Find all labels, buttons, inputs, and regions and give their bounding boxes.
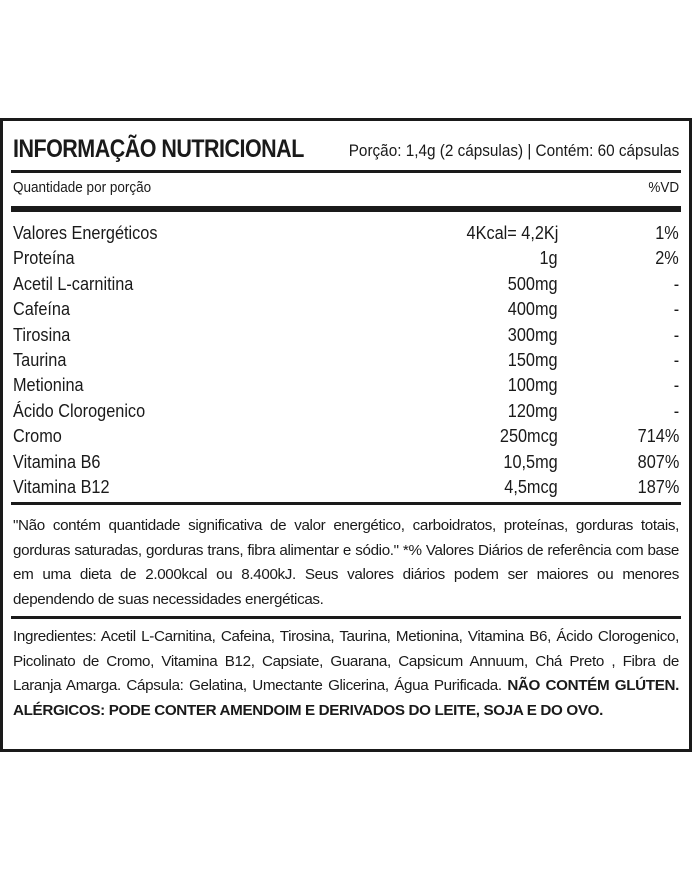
- nutrient-row: [13, 297, 679, 322]
- nutrient-name: Vitamina B6: [13, 450, 101, 472]
- nutrient-amount: 4Kcal= 4,2Kj: [466, 222, 558, 243]
- nutrient-amount: 4,5mcg: [504, 475, 558, 497]
- nutrient-dv: -: [673, 323, 679, 345]
- quantity-label: Quantidade por porção: [13, 179, 152, 196]
- nutrient-dv: 187%: [637, 475, 679, 497]
- divider: [11, 170, 681, 173]
- nutrient-row: [13, 348, 679, 373]
- nutrient-name: Valores Energéticos: [13, 222, 158, 243]
- column-header: [13, 176, 679, 202]
- nutrient-dv: 714%: [637, 425, 679, 447]
- nutrient-amount: 500mg: [508, 272, 558, 294]
- nutrient-dv: -: [673, 272, 679, 294]
- nutrient-name: Ácido Clorogenico: [13, 399, 146, 421]
- nutrient-name: Cromo: [13, 425, 62, 447]
- nutrient-name: Vitamina B12: [13, 475, 110, 497]
- allergen-warning: NÃO CONTÉM GLÚTEN. ALÉRGICOS: PODE CONTER AMENDOIM E DERIVADOS DO LEITE, SOJA E DO OVO.: [13, 677, 679, 719]
- nutrient-row: [13, 323, 679, 348]
- nutrient-row: [13, 424, 679, 449]
- nutrient-name: Tirosina: [13, 323, 71, 345]
- panel-title: INFORMAÇÃO NUTRICIONAL: [13, 135, 304, 163]
- nutrient-dv: 2%: [655, 247, 679, 269]
- nutrient-amount: 1g: [539, 247, 558, 269]
- nutrient-row: [13, 373, 679, 398]
- nutrient-dv: -: [673, 374, 679, 396]
- nutrient-amount: 150mg: [508, 348, 558, 370]
- nutrient-dv: -: [673, 348, 679, 370]
- nutrient-row: [13, 272, 679, 297]
- nutrient-name: Proteína: [13, 247, 75, 269]
- divider: [11, 502, 681, 505]
- nutrient-amount: 400mg: [508, 298, 558, 320]
- nutrient-amount: 100mg: [508, 374, 558, 396]
- nutrition-facts-panel: [0, 118, 692, 752]
- nutrient-row: [13, 399, 679, 424]
- panel-header: [13, 129, 679, 173]
- ingredients-block: [13, 625, 679, 723]
- nutrient-amount: 10,5mg: [503, 450, 558, 472]
- nutrient-row: [13, 246, 679, 271]
- divider: [11, 616, 681, 619]
- nutrient-row: [13, 450, 679, 475]
- nutrient-table: [13, 221, 679, 500]
- nutrient-amount: 300mg: [508, 323, 558, 345]
- disclaimer-text: "Não contém quantidade significativa de valor energético, carboidratos, proteínas, gorduras totais, gorduras saturadas, gorduras trans, fibra alimentar e sódio." *% Valores Diários de referência com base em uma dieta de 2.000kcal ou 8.400kJ. Seus valores diários podem ser maiores ou menores dependendo de suas necessidades energéticas.: [13, 517, 679, 608]
- nutrient-name: Cafeína: [13, 298, 71, 320]
- nutrient-name: Taurina: [13, 348, 67, 370]
- nutrient-amount: 120mg: [508, 399, 558, 421]
- ingredients-text: Ingredientes: Acetil L-Carnitina, Cafeina, Tirosina, Taurina, Metionina, Vitamina B6, Ácido Clorogenico, Picolinato de Cromo, Vitamina B12, Capsiate, Guarana, Capsicum Annuum, Chá Preto , Fibra de Laranja Amarga. Cápsula: Gelatina, Umectante Glicerina, Água Purificada.: [13, 628, 679, 695]
- nutrient-row: [13, 475, 679, 500]
- divider-thick: [11, 206, 681, 212]
- dv-label: %VD: [648, 179, 679, 196]
- nutrient-dv: 807%: [637, 450, 679, 472]
- nutrient-dv: -: [673, 399, 679, 421]
- serving-info: Porção: 1,4g (2 cápsulas) | Contém: 60 cápsulas: [348, 141, 679, 160]
- nutrient-dv: 1%: [655, 222, 679, 243]
- nutrient-amount: 250mcg: [500, 425, 558, 447]
- nutrient-row: [13, 221, 679, 246]
- nutrient-name: Metionina: [13, 374, 84, 396]
- nutrient-name: Acetil L-carnitina: [13, 272, 134, 294]
- nutrient-dv: -: [673, 298, 679, 320]
